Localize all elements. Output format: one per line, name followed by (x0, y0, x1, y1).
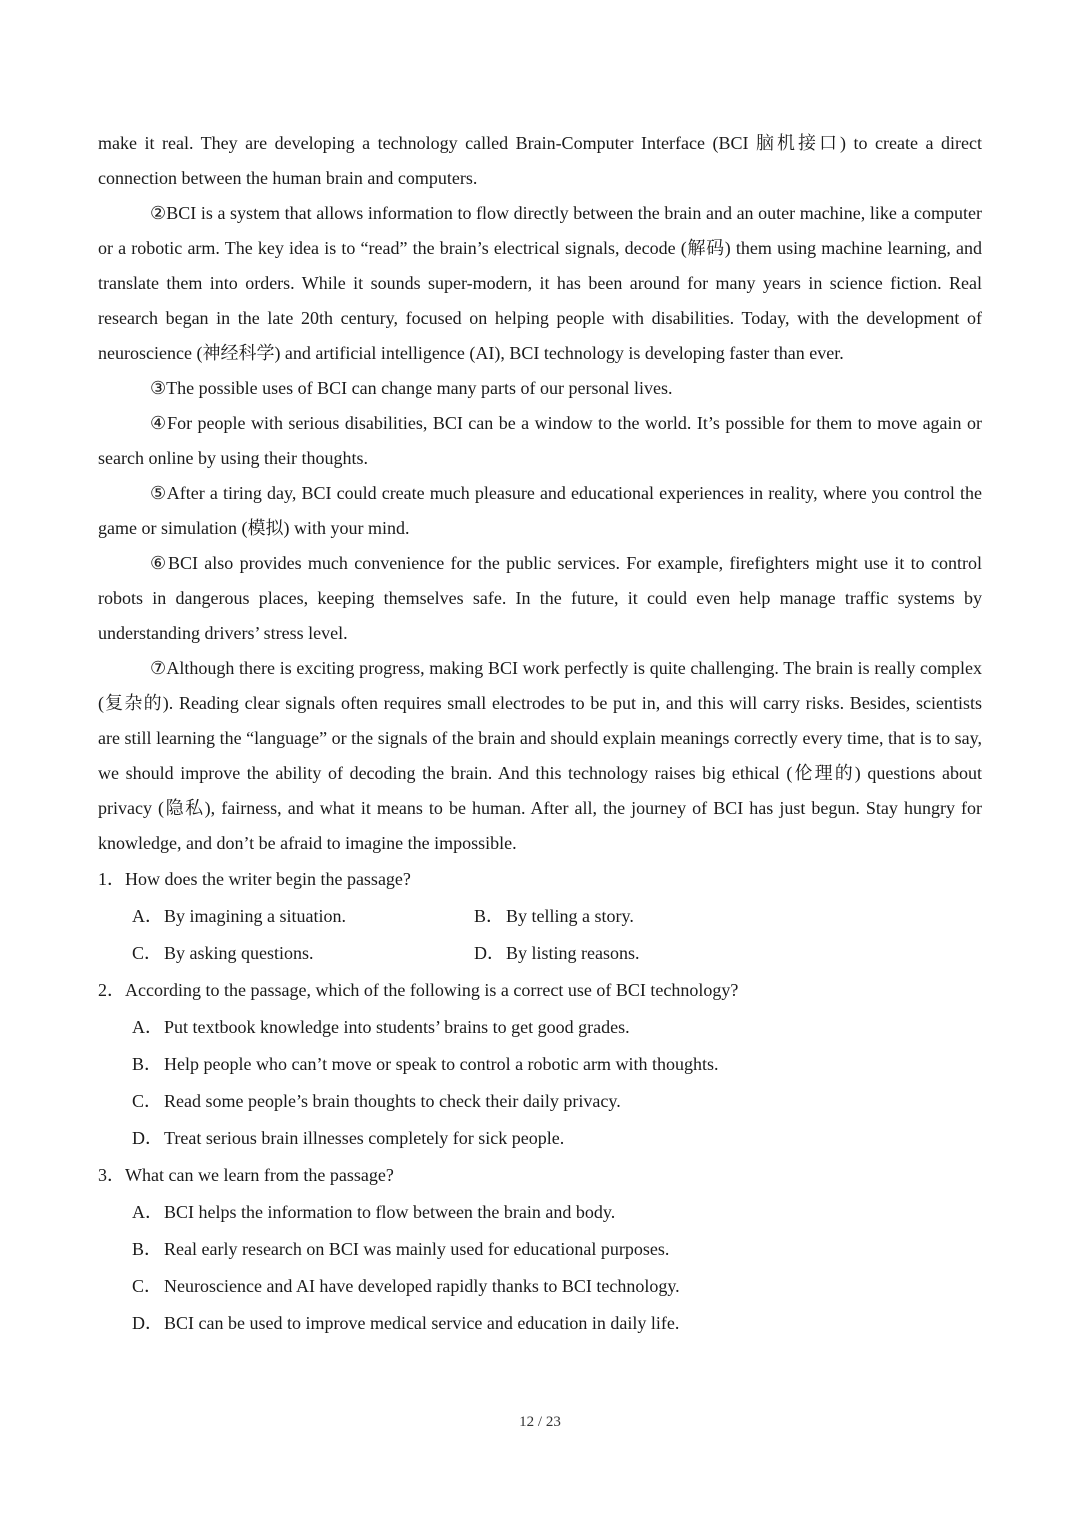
option-letter: C． (132, 1276, 163, 1296)
option-c[interactable] (132, 935, 474, 972)
option-b[interactable] (132, 1231, 982, 1268)
option-text: Real early research on BCI was mainly used for educational purposes. (164, 1239, 670, 1259)
option-b[interactable] (474, 898, 874, 935)
option-d[interactable] (132, 1120, 982, 1157)
option-text: Put textbook knowledge into students’ brains to get good grades. (164, 1017, 630, 1037)
page-number: 12 / 23 (519, 1414, 561, 1430)
question-text: How does the writer begin the passage? (125, 869, 411, 889)
option-text: By telling a story. (506, 906, 634, 926)
question-number: 2． (98, 980, 125, 1000)
option-letter: B． (474, 906, 505, 926)
option-text: By asking questions. (164, 943, 314, 963)
question-stem (98, 1157, 982, 1194)
question-list (98, 861, 982, 1342)
answer-options (98, 1194, 982, 1342)
option-b[interactable] (132, 1046, 982, 1083)
option-text: BCI helps the information to flow between the brain and body. (164, 1202, 616, 1222)
answer-options (98, 898, 982, 972)
option-text: BCI can be used to improve medical service and education in daily life. (164, 1313, 680, 1333)
passage-paragraph-3: ③The possible uses of BCI can change many parts of our personal lives. (150, 378, 673, 398)
option-a[interactable] (132, 1009, 982, 1046)
reading-passage (98, 126, 982, 861)
option-letter: B． (132, 1239, 163, 1259)
option-text: Read some people’s brain thoughts to check their daily privacy. (164, 1091, 621, 1111)
passage-paragraph-6: ⑥BCI also provides much convenience for the public services. For example, firefighters might use it to control robots in dangerous places, keeping themselves safe. In the future, it could even help manage traffic systems by understanding drivers’ stress level. (98, 553, 982, 643)
question-text: What can we learn from the passage? (125, 1165, 394, 1185)
option-text: By listing reasons. (506, 943, 640, 963)
passage-paragraph-2: ②BCI is a system that allows information to flow directly between the brain and an outer machine, like a computer or a robotic arm. The key idea is to “read” the brain’s electrical signals, decode (解码) them using machine learning, and translate them into orders. While it sounds super-modern, it has been around for many years in science fiction. Real research began in the late 20th century, focused on helping people with disabilities. Today, with the development of neuroscience (神经科学) and artificial intelligence (AI), BCI technology is developing faster than ever. (98, 203, 982, 363)
question-number: 1． (98, 869, 125, 889)
passage-paragraph-4: ④For people with serious disabilities, BCI can be a window to the world. It’s possible for them to move again or search online by using their thoughts. (98, 413, 982, 468)
question-1 (98, 861, 982, 972)
option-a[interactable] (132, 898, 474, 935)
document-page (98, 126, 982, 1342)
option-letter: A． (132, 1202, 163, 1222)
option-letter: D． (132, 1128, 163, 1148)
option-letter: D． (474, 943, 505, 963)
question-number: 3． (98, 1165, 125, 1185)
passage-paragraph-5: ⑤After a tiring day, BCI could create much pleasure and educational experiences in reality, where you control the game or simulation (模拟) with your mind. (98, 483, 982, 538)
question-text: According to the passage, which of the following is a correct use of BCI technology? (125, 980, 739, 1000)
option-text: Help people who can’t move or speak to control a robotic arm with thoughts. (164, 1054, 719, 1074)
question-2 (98, 972, 982, 1157)
option-text: Treat serious brain illnesses completely for sick people. (164, 1128, 565, 1148)
option-text: By imagining a situation. (164, 906, 346, 926)
question-stem (98, 972, 982, 1009)
option-letter: B． (132, 1054, 163, 1074)
answer-options (98, 1009, 982, 1157)
option-letter: A． (132, 1017, 163, 1037)
question-stem (98, 861, 982, 898)
option-letter: C． (132, 1091, 163, 1111)
option-letter: A． (132, 906, 163, 926)
question-3 (98, 1157, 982, 1342)
option-d[interactable] (132, 1305, 982, 1342)
passage-paragraph-1: make it real. They are developing a technology called Brain-Computer Interface (BCI 脑机接口) to create a direct connection between the human brain and computers. (98, 133, 982, 188)
option-d[interactable] (474, 935, 874, 972)
passage-paragraph-7: ⑦Although there is exciting progress, making BCI work perfectly is quite challenging. The brain is really complex (复杂的). Reading clear signals often requires small electrodes to be put in, and this will carry risks. Besides, scientists are still learning the “language” or the signals of the brain and should explain meanings correctly every time, that is to say, we should improve the ability of decoding the brain. And this technology raises big ethical (伦理的) questions about privacy (隐私), fairness, and what it means to be human. After all, the journey of BCI has just begun. Stay hungry for knowledge, and don’t be afraid to imagine the impossible. (98, 658, 982, 853)
option-text: Neuroscience and AI have developed rapidly thanks to BCI technology. (164, 1276, 680, 1296)
option-letter: D． (132, 1313, 163, 1333)
option-a[interactable] (132, 1194, 982, 1231)
option-letter: C． (132, 943, 163, 963)
option-c[interactable] (132, 1083, 982, 1120)
option-c[interactable] (132, 1268, 982, 1305)
